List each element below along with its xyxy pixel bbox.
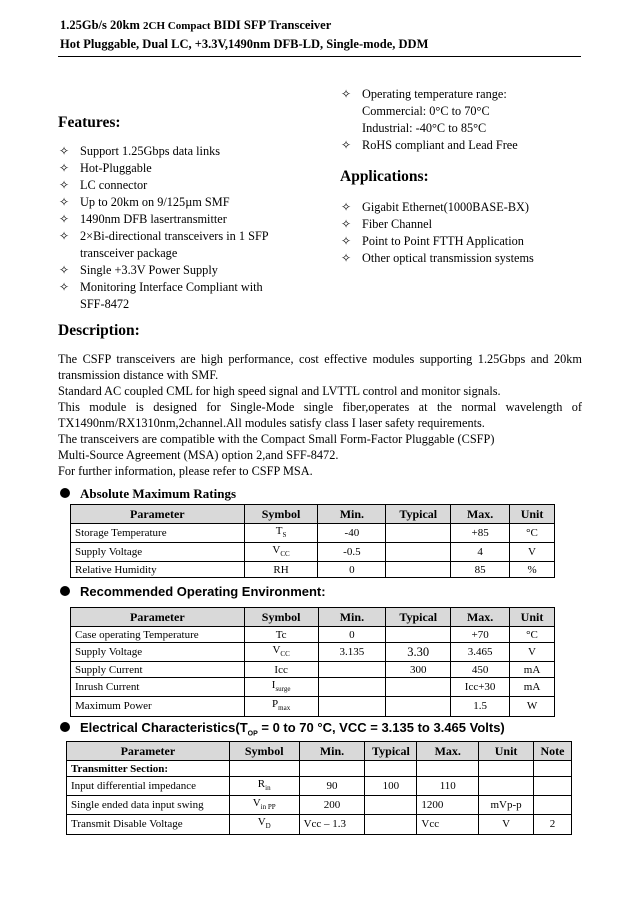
typical-cell <box>386 627 451 643</box>
diamond-bullet-icon: ✧ <box>59 263 70 277</box>
application-item <box>340 199 590 216</box>
typical-cell: 3.30 <box>386 643 451 662</box>
typical-cell: 300 <box>386 662 451 678</box>
unit-cell: W <box>510 697 555 716</box>
parameter-cell: Supply Current <box>71 662 245 678</box>
min-cell: 200 <box>299 796 365 815</box>
symbol-cell: $I_{surge}$ <box>244 678 318 697</box>
column-header: Typical <box>365 742 417 761</box>
document-header <box>60 16 580 53</box>
diamond-bullet-icon: ✧ <box>59 178 70 192</box>
feature-item-text: Monitoring Interface Compliant with <box>80 280 263 294</box>
abs-max-table <box>70 504 555 578</box>
diamond-bullet-icon: ✧ <box>341 138 352 152</box>
description-p1-line2: transmission distance with SMF. <box>58 368 219 382</box>
feature-item-text: 2×Bi-directional transceivers in 1 SFP <box>80 229 269 243</box>
max-cell: 1200 <box>417 796 479 815</box>
diamond-bullet-icon: ✧ <box>59 195 70 209</box>
feature-item <box>58 160 328 177</box>
elec-table <box>66 741 572 835</box>
max-cell: 85 <box>451 562 510 578</box>
description-p2: Standard AC coupled CML for high speed signal and LVTTL control and monitor signals. <box>58 384 501 398</box>
table-row <box>71 643 555 662</box>
feature-item-text: LC connector <box>80 178 148 192</box>
table-row <box>67 777 572 796</box>
unit-cell: % <box>510 562 555 578</box>
column-header: Unit <box>479 742 534 761</box>
column-header: Parameter <box>67 742 230 761</box>
feature-item <box>58 177 328 194</box>
unit-cell: V <box>510 543 555 562</box>
feature-item <box>58 228 328 262</box>
min-cell: 3.135 <box>318 643 386 662</box>
header-line-2: Hot Pluggable, Dual LC, +3.3V,1490nm DFB-LD, Single-mode, DDM <box>60 37 429 51</box>
bullet-dot-icon <box>60 488 70 498</box>
feature-item-text: Up to 20km on 9/125µm SMF <box>80 195 230 209</box>
right-feature-item-text: Industrial: -40°C to 85°C <box>362 121 487 135</box>
column-header: Min. <box>318 505 386 524</box>
application-item <box>340 250 590 267</box>
symbol-cell: Icc <box>244 662 318 678</box>
header-line-1: 1.25Gb/s 20km 2CH Compact BIDI SFP Transceiver <box>60 18 332 32</box>
parameter-cell: Storage Temperature <box>71 524 245 543</box>
diamond-bullet-icon: ✧ <box>59 280 70 294</box>
right-feature-item-text: Commercial: 0°C to 70°C <box>362 104 490 118</box>
unit-cell: V <box>510 643 555 662</box>
diamond-bullet-icon: ✧ <box>59 161 70 175</box>
typical-cell: 100 <box>365 777 417 796</box>
column-header: Parameter <box>71 608 245 627</box>
min-cell <box>318 697 386 716</box>
application-item-text: Point to Point FTTH Application <box>362 234 524 248</box>
description-title: Description: <box>58 322 140 339</box>
section-row <box>67 761 572 777</box>
parameter-cell: Case operating Temperature <box>71 627 245 643</box>
feature-item-text: Hot-Pluggable <box>80 161 152 175</box>
max-cell: 1.5 <box>451 697 510 716</box>
note-cell <box>534 777 572 796</box>
symbol-cell: $R_{in}$ <box>229 777 299 796</box>
typical-cell <box>365 796 417 815</box>
section-label: Transmitter Section: <box>67 761 230 777</box>
feature-item <box>58 211 328 228</box>
min-cell: 90 <box>299 777 365 796</box>
table-row <box>71 662 555 678</box>
column-header: Symbol <box>244 505 318 524</box>
feature-item-text: Support 1.25Gbps data links <box>80 144 221 158</box>
rec-op-heading: Recommended Operating Environment: <box>60 584 326 599</box>
parameter-cell: Inrush Current <box>71 678 245 697</box>
elec-header-row <box>67 742 572 761</box>
column-header: Unit <box>510 505 555 524</box>
right-feature-item <box>340 137 590 154</box>
application-item <box>340 233 590 250</box>
description-p1-line1: The CSFP transceivers are high performance, cost effective modules supporting 1.25Gbps and 20km <box>58 352 582 366</box>
table-row <box>71 524 555 543</box>
feature-item-text: transceiver package <box>80 246 178 260</box>
feature-item <box>58 143 328 160</box>
unit-cell: V <box>479 815 534 834</box>
unit-cell: mA <box>510 662 555 678</box>
application-item-text: Gigabit Ethernet(1000BASE-BX) <box>362 200 530 214</box>
diamond-bullet-icon: ✧ <box>341 87 352 101</box>
symbol-cell: $V_D$ <box>229 815 299 834</box>
parameter-cell: Relative Humidity <box>71 562 245 578</box>
typical-cell <box>386 524 451 543</box>
max-cell: +70 <box>451 627 510 643</box>
column-header: Typical <box>386 505 451 524</box>
symbol-cell: $V_{in PP}$ <box>229 796 299 815</box>
description-body <box>58 351 582 479</box>
diamond-bullet-icon: ✧ <box>341 200 352 214</box>
column-header: Typical <box>386 608 451 627</box>
parameter-cell: Maximum Power <box>71 697 245 716</box>
max-cell: +85 <box>451 524 510 543</box>
max-cell: 4 <box>451 543 510 562</box>
parameter-cell: Input differential impedance <box>67 777 230 796</box>
parameter-cell: Transmit Disable Voltage <box>67 815 230 834</box>
diamond-bullet-icon: ✧ <box>59 229 70 243</box>
column-header: Parameter <box>71 505 245 524</box>
applications-title: Applications: <box>340 168 429 185</box>
typical-cell <box>386 562 451 578</box>
rec-op-header-row <box>71 608 555 627</box>
column-header: Min. <box>299 742 365 761</box>
typical-cell <box>386 697 451 716</box>
diamond-bullet-icon: ✧ <box>59 144 70 158</box>
description-p4-line1: The transceivers are compatible with the Compact Small Form-Factor Pluggable (CSFP) <box>58 432 495 446</box>
symbol-cell: Tc <box>244 627 318 643</box>
application-item-text: Other optical transmission systems <box>362 251 534 265</box>
unit-cell: mA <box>510 678 555 697</box>
column-header: Max. <box>451 608 510 627</box>
max-cell: Vcc <box>417 815 479 834</box>
min-cell: Vcc – 1.3 <box>299 815 365 834</box>
parameter-cell: Supply Voltage <box>71 543 245 562</box>
feature-item <box>58 279 328 313</box>
unit-cell: °C <box>510 524 555 543</box>
column-header: Max. <box>451 505 510 524</box>
features-section <box>58 114 328 313</box>
unit-cell: mVp-p <box>479 796 534 815</box>
table-row <box>71 543 555 562</box>
max-cell: 3.465 <box>451 643 510 662</box>
column-header: Min. <box>318 608 386 627</box>
application-item-text: Fiber Channel <box>362 217 433 231</box>
rec-op-table <box>70 607 555 717</box>
feature-item-text: 1490nm DFB lasertransmitter <box>80 212 227 226</box>
parameter-cell: Supply Voltage <box>71 643 245 662</box>
feature-item <box>58 262 328 279</box>
features-list <box>58 143 328 313</box>
typical-cell <box>386 678 451 697</box>
symbol-cell: $V_{CC}$ <box>244 543 318 562</box>
unit-cell: °C <box>510 627 555 643</box>
table-row <box>71 627 555 643</box>
table-row <box>71 678 555 697</box>
feature-item-text: SFF-8472 <box>80 297 130 311</box>
description-p4-line2: Multi-Source Agreement (MSA) option 2,and SFF-8472. <box>58 448 339 462</box>
symbol-cell: $V_{CC}$ <box>244 643 318 662</box>
features-title: Features: <box>58 114 121 131</box>
min-cell <box>318 678 386 697</box>
diamond-bullet-icon: ✧ <box>341 251 352 265</box>
min-cell: 0 <box>318 562 386 578</box>
right-features-list <box>340 86 590 154</box>
right-feature-item <box>340 86 590 137</box>
min-cell <box>318 662 386 678</box>
bullet-dot-icon <box>60 722 70 732</box>
column-header: Note <box>534 742 572 761</box>
bullet-dot-icon <box>60 586 70 596</box>
unit-cell <box>479 777 534 796</box>
table-row <box>71 562 555 578</box>
symbol-cell: $T_S$ <box>244 524 318 543</box>
diamond-bullet-icon: ✧ <box>341 234 352 248</box>
diamond-bullet-icon: ✧ <box>59 212 70 226</box>
feature-item-text: Single +3.3V Power Supply <box>80 263 218 277</box>
application-item <box>340 216 590 233</box>
typical-cell <box>386 543 451 562</box>
column-header: Max. <box>417 742 479 761</box>
elec-heading: Electrical $Characteristics(T_{OP} = 0$ to 70 °C, VCC = 3.135 to 3.465 Volts) <box>60 720 505 738</box>
min-cell: -0.5 <box>318 543 386 562</box>
right-feature-item-text: RoHS compliant and Lead Free <box>362 138 518 152</box>
diamond-bullet-icon: ✧ <box>341 217 352 231</box>
min-cell: 0 <box>318 627 386 643</box>
symbol-cell: $P_{max}$ <box>244 697 318 716</box>
table-row <box>71 697 555 716</box>
description-p5: For further information, please refer to CSFP MSA. <box>58 464 313 478</box>
feature-item <box>58 194 328 211</box>
max-cell: 450 <box>451 662 510 678</box>
symbol-cell: RH <box>244 562 318 578</box>
table-row <box>67 796 572 815</box>
min-cell: -40 <box>318 524 386 543</box>
column-header: Symbol <box>229 742 299 761</box>
note-cell: 2 <box>534 815 572 834</box>
column-header: Unit <box>510 608 555 627</box>
parameter-cell: Single ended data input swing <box>67 796 230 815</box>
max-cell: 110 <box>417 777 479 796</box>
applications-list <box>340 199 590 267</box>
table-row <box>67 815 572 834</box>
typical-cell <box>365 815 417 834</box>
header-rule <box>58 56 581 57</box>
right-feature-item-text: Operating temperature range: <box>362 87 507 101</box>
description-p3-line2: TX1490nm/RX1310nm,2channel.All modules satisfy class I laser safety requirements. <box>58 416 485 430</box>
column-header: Symbol <box>244 608 318 627</box>
max-cell: Icc+30 <box>451 678 510 697</box>
right-column <box>340 86 590 267</box>
description-p3-line1: This module is designed for Single-Mode single fiber,operates at the normal wavelength of <box>58 400 582 414</box>
abs-max-header-row <box>71 505 555 524</box>
abs-max-heading: Absolute Maximum Ratings <box>60 486 236 502</box>
note-cell <box>534 796 572 815</box>
